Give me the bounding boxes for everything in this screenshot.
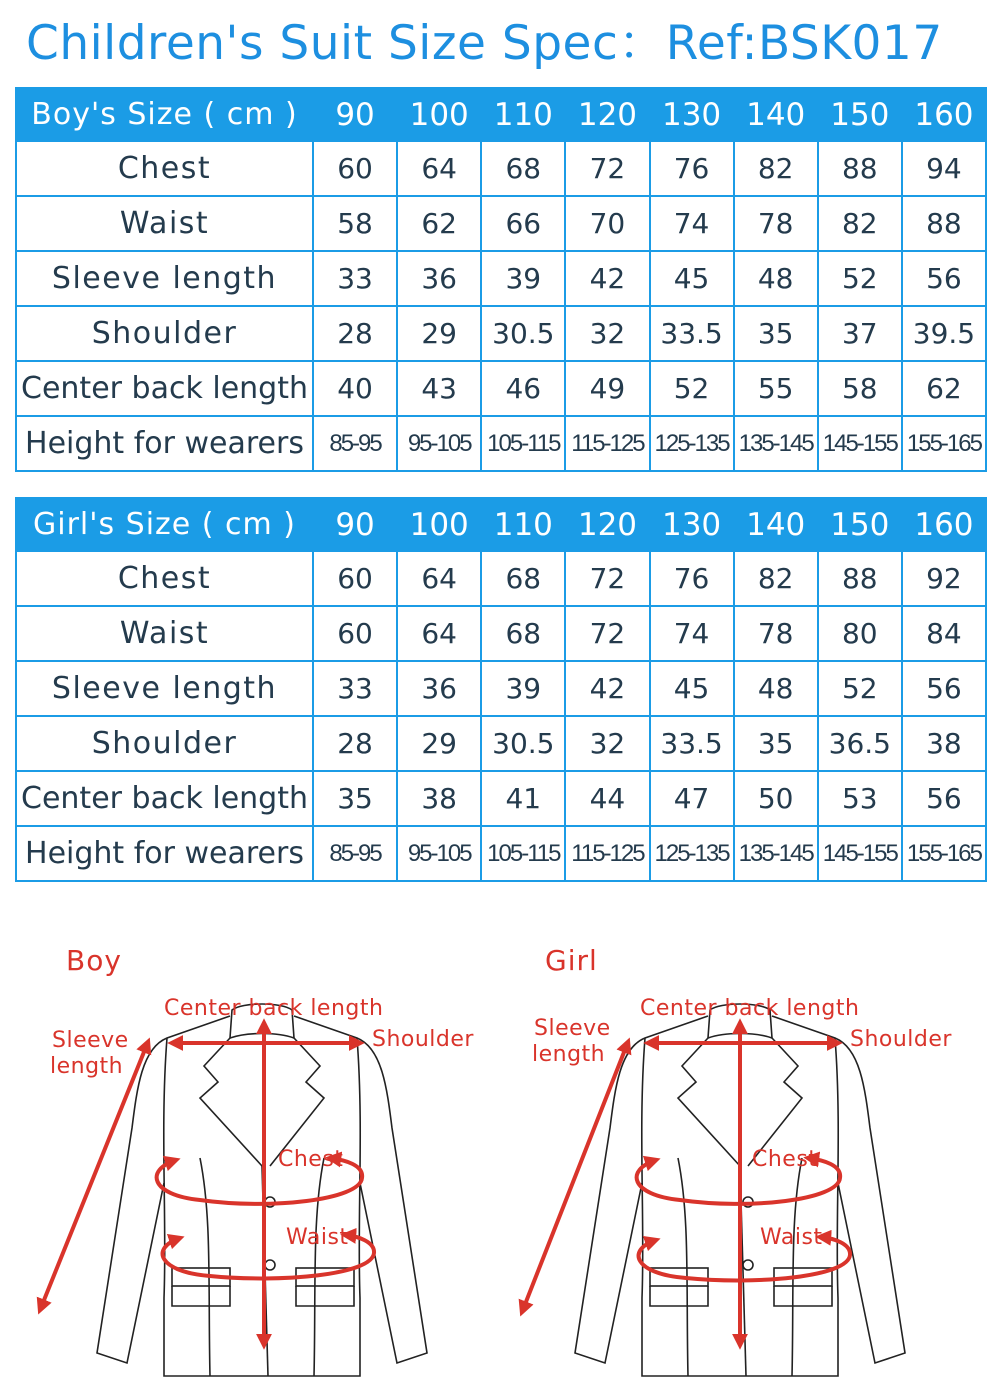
girl-table-row: [16, 606, 986, 661]
girl-table-cell: 60: [313, 551, 397, 606]
girl-waist-label: Waist: [760, 1225, 823, 1250]
boy-row-label: Shoulder: [16, 306, 313, 361]
girl-table-cell: 88: [818, 551, 902, 606]
girl-table-cell: 38: [902, 716, 986, 771]
boy-size-table: [15, 87, 987, 472]
girl-table-cell: 30.5: [481, 716, 565, 771]
girl-table-row: [16, 716, 986, 771]
girl-table-cell: 44: [565, 771, 649, 826]
boy-table-cell: 78: [734, 196, 818, 251]
girl-center-back-length-label: Center back length: [640, 996, 860, 1021]
boy-table-cell: 49: [565, 361, 649, 416]
boy-size-column-header: 150: [818, 88, 902, 141]
girl-size-column-header: 100: [397, 498, 481, 551]
girl-table-cell: 32: [565, 716, 649, 771]
boy-table-row: [16, 306, 986, 361]
boy-table-cell: 39: [481, 251, 565, 306]
girl-shoulder-label: Shoulder: [850, 1027, 952, 1052]
girl-table-cell: 72: [565, 606, 649, 661]
girl-table-cell: 82: [734, 551, 818, 606]
girl-table-cell: 76: [650, 551, 734, 606]
boy-size-header-label: Boy's Size ( cm ): [16, 88, 313, 141]
girl-table-cell: 39: [481, 661, 565, 716]
boy-table-cell: 135-145: [734, 416, 818, 471]
boy-row-label: Chest: [16, 141, 313, 196]
girl-table-row: [16, 826, 986, 881]
boy-table-cell: 56: [902, 251, 986, 306]
boy-chest-label: Chest: [278, 1147, 344, 1172]
girl-table-cell: 53: [818, 771, 902, 826]
boy-table-header-row: [16, 88, 986, 141]
girl-table-cell: 42: [565, 661, 649, 716]
girl-table-cell: 125-135: [650, 826, 734, 881]
girl-table-cell: 92: [902, 551, 986, 606]
boy-row-label: Center back length: [16, 361, 313, 416]
girl-table-row: [16, 551, 986, 606]
boy-table-cell: 52: [650, 361, 734, 416]
girl-table-cell: 52: [818, 661, 902, 716]
boy-table-cell: 35: [734, 306, 818, 361]
girl-table-cell: 38: [397, 771, 481, 826]
girl-table-cell: 28: [313, 716, 397, 771]
girl-row-label: Height for wearers: [16, 826, 313, 881]
boy-table-cell: 48: [734, 251, 818, 306]
boy-table-cell: 28: [313, 306, 397, 361]
boy-row-label: Height for wearers: [16, 416, 313, 471]
boy-table-cell: 29: [397, 306, 481, 361]
boy-sleeve-label-line1: Sleeve: [52, 1028, 129, 1053]
girl-table-cell: 105-115: [481, 826, 565, 881]
page-title: Children's Suit Size Spec：Ref:BSK017: [26, 16, 943, 71]
boy-table-cell: 82: [734, 141, 818, 196]
girl-size-column-header: 160: [902, 498, 986, 551]
boy-size-column-header: 140: [734, 88, 818, 141]
girl-table-cell: 68: [481, 551, 565, 606]
girl-table-cell: 84: [902, 606, 986, 661]
boy-table-cell: 30.5: [481, 306, 565, 361]
girl-chest-label: Chest: [752, 1147, 818, 1172]
boy-table-cell: 94: [902, 141, 986, 196]
boy-table-cell: 60: [313, 141, 397, 196]
girl-size-column-header: 150: [818, 498, 902, 551]
boy-size-column-header: 100: [397, 88, 481, 141]
boy-table-cell: 68: [481, 141, 565, 196]
boy-table-cell: 66: [481, 196, 565, 251]
boy-table-cell: 82: [818, 196, 902, 251]
girl-table-cell: 95-105: [397, 826, 481, 881]
boy-table-cell: 155-165: [902, 416, 986, 471]
girl-table-cell: 35: [734, 716, 818, 771]
girl-table-cell: 74: [650, 606, 734, 661]
girl-table-cell: 60: [313, 606, 397, 661]
girl-table-cell: 145-155: [818, 826, 902, 881]
girl-size-table: [15, 497, 987, 882]
boy-size-column-header: 120: [565, 88, 649, 141]
girl-row-label: Waist: [16, 606, 313, 661]
boy-table-cell: 76: [650, 141, 734, 196]
girl-table-row: [16, 771, 986, 826]
girl-row-label: Center back length: [16, 771, 313, 826]
boy-table-row: [16, 361, 986, 416]
boy-diagram-title: Boy: [66, 944, 122, 977]
girl-size-column-header: 110: [481, 498, 565, 551]
boy-table-cell: 58: [818, 361, 902, 416]
boy-table-cell: 37: [818, 306, 902, 361]
girl-table-cell: 36.5: [818, 716, 902, 771]
boy-table-cell: 45: [650, 251, 734, 306]
boy-table-row: [16, 251, 986, 306]
boy-table-cell: 52: [818, 251, 902, 306]
boy-row-label: Waist: [16, 196, 313, 251]
girl-table-cell: 135-145: [734, 826, 818, 881]
girl-table-row: [16, 661, 986, 716]
boy-waist-label: Waist: [286, 1225, 349, 1250]
girl-diagram-title: Girl: [545, 944, 598, 977]
girl-table-cell: 64: [397, 551, 481, 606]
boy-size-column-header: 110: [481, 88, 565, 141]
girl-row-label: Chest: [16, 551, 313, 606]
boy-table-cell: 105-115: [481, 416, 565, 471]
girl-table-cell: 48: [734, 661, 818, 716]
boy-table-cell: 72: [565, 141, 649, 196]
boy-size-column-header: 130: [650, 88, 734, 141]
boy-size-column-header: 90: [313, 88, 397, 141]
boy-table-cell: 125-135: [650, 416, 734, 471]
boy-table-cell: 55: [734, 361, 818, 416]
girl-table-cell: 56: [902, 771, 986, 826]
girl-size-column-header: 90: [313, 498, 397, 551]
boy-table-cell: 115-125: [565, 416, 649, 471]
boy-center-back-length-label: Center back length: [164, 996, 384, 1021]
girl-size-column-header: 140: [734, 498, 818, 551]
girl-table-cell: 72: [565, 551, 649, 606]
boy-table-cell: 42: [565, 251, 649, 306]
girl-size-header-label: Girl's Size ( cm ): [16, 498, 313, 551]
girl-table-cell: 50: [734, 771, 818, 826]
boy-sleeve-label-line2: length: [50, 1054, 124, 1079]
boy-table-cell: 58: [313, 196, 397, 251]
boy-row-label: Sleeve length: [16, 251, 313, 306]
girl-sleeve-label-line1: Sleeve: [534, 1016, 611, 1041]
boy-table-cell: 43: [397, 361, 481, 416]
boy-table-row: [16, 416, 986, 471]
girl-table-cell: 78: [734, 606, 818, 661]
boy-table-cell: 33: [313, 251, 397, 306]
boy-table-cell: 95-105: [397, 416, 481, 471]
girl-row-label: Sleeve length: [16, 661, 313, 716]
boy-table-cell: 40: [313, 361, 397, 416]
boy-table-cell: 62: [902, 361, 986, 416]
girl-size-column-header: 130: [650, 498, 734, 551]
girl-table-cell: 85-95: [313, 826, 397, 881]
boy-table-cell: 32: [565, 306, 649, 361]
boy-table-cell: 64: [397, 141, 481, 196]
girl-table-cell: 35: [313, 771, 397, 826]
boy-table-cell: 36: [397, 251, 481, 306]
girl-table-cell: 29: [397, 716, 481, 771]
girl-table-cell: 64: [397, 606, 481, 661]
girl-table-cell: 155-165: [902, 826, 986, 881]
boy-table-cell: 33.5: [650, 306, 734, 361]
boy-table-cell: 46: [481, 361, 565, 416]
girl-table-cell: 56: [902, 661, 986, 716]
girl-table-cell: 36: [397, 661, 481, 716]
girl-table-header-row: [16, 498, 986, 551]
boy-size-column-header: 160: [902, 88, 986, 141]
girl-table-cell: 47: [650, 771, 734, 826]
boy-table-cell: 39.5: [902, 306, 986, 361]
girl-table-cell: 41: [481, 771, 565, 826]
girl-table-cell: 33: [313, 661, 397, 716]
girl-table-cell: 45: [650, 661, 734, 716]
girl-size-column-header: 120: [565, 498, 649, 551]
boy-table-cell: 70: [565, 196, 649, 251]
boy-shoulder-label: Shoulder: [372, 1027, 474, 1052]
boy-table-cell: 88: [902, 196, 986, 251]
boy-table-cell: 145-155: [818, 416, 902, 471]
boy-table-cell: 88: [818, 141, 902, 196]
girl-table-cell: 80: [818, 606, 902, 661]
girl-table-cell: 33.5: [650, 716, 734, 771]
girl-row-label: Shoulder: [16, 716, 313, 771]
girl-sleeve-label-line2: length: [532, 1042, 606, 1067]
boy-table-row: [16, 196, 986, 251]
boy-table-cell: 62: [397, 196, 481, 251]
boy-table-cell: 74: [650, 196, 734, 251]
girl-table-cell: 68: [481, 606, 565, 661]
girl-table-cell: 115-125: [565, 826, 649, 881]
boy-table-row: [16, 141, 986, 196]
boy-table-cell: 85-95: [313, 416, 397, 471]
